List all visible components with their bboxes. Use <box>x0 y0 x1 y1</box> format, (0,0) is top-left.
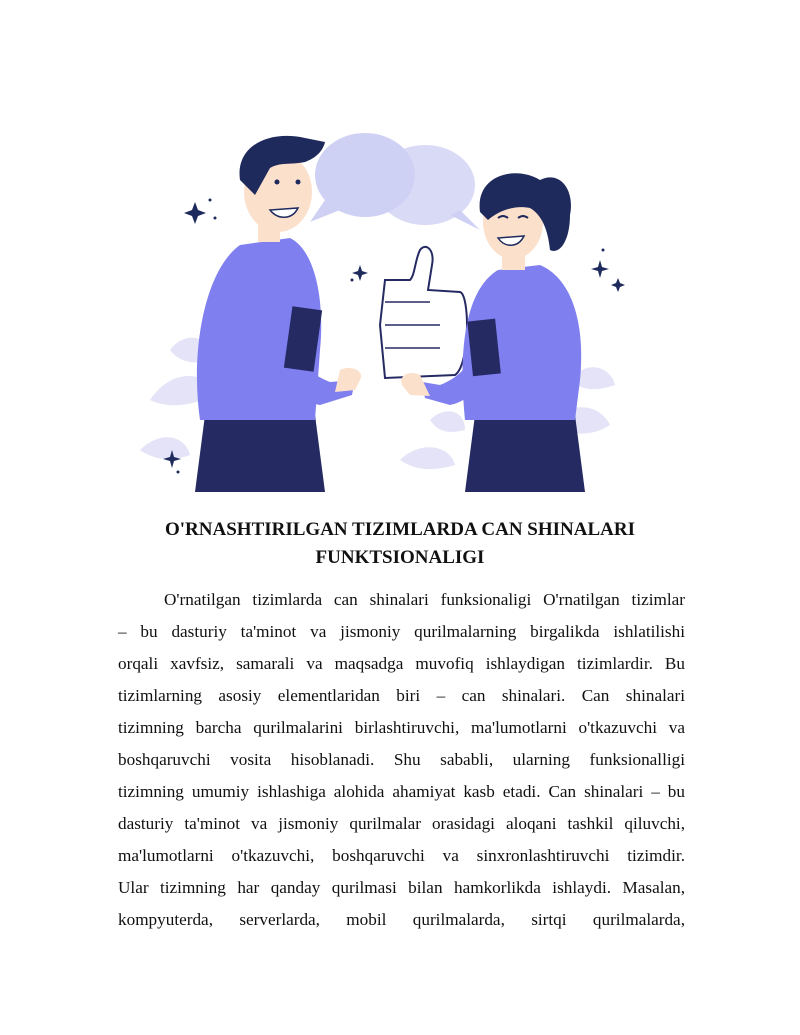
paragraph-line: – bu dasturiy ta'minot va jismoniy qurilmalarning birgalikda ishlatilishi <box>118 622 685 641</box>
paragraph-line: kompyuterda, serverlarda, mobil qurilmalarda, sirtqi qurilmalarda, <box>118 910 685 929</box>
paragraph-line: ma'lumotlarni o'tkazuvchi, boshqaruvchi va sinxronlashtiruvchi tizimdir. <box>118 846 685 865</box>
paragraph-line: tizimning umumiy ishlashiga alohida ahamiyat kasb etadi. Can shinalari – bu <box>118 782 685 801</box>
paragraph-line: tizimning barcha qurilmalarini birlashtiruvchi, ma'lumotlarni o'tkazuvchi va <box>118 718 685 737</box>
paragraph-line: dasturiy ta'minot va jismoniy qurilmalar orasidagi aloqani tashkil qiluvchi, <box>118 814 685 833</box>
paragraph-line: O'rnatilgan tizimlarda can shinalari funksionaligi O'rnatilgan tizimlar <box>164 590 685 609</box>
paragraph-line: tizimlarning asosiy elementlaridan biri – can shinalari. Can shinalari <box>118 686 685 705</box>
two-people-thumbs-up-icon <box>130 120 670 500</box>
title-line: FUNKTSIONALIGI <box>315 547 485 568</box>
document-title <box>110 516 690 572</box>
paragraph-line: boshqaruvchi vosita hisoblanadi. Shu sababli, ularning funksionalligi <box>118 750 685 769</box>
body-paragraph <box>118 584 685 936</box>
paragraph-line: orqali xavfsiz, samarali va maqsadga muvofiq ishlaydigan tizimlardir. Bu <box>118 654 685 673</box>
thumbs-up-icon <box>380 247 467 378</box>
title-line: O'RNASHTIRILGAN TIZIMLARDA CAN SHINALARI <box>165 519 635 540</box>
speech-bubble-icon <box>310 133 480 230</box>
paragraph-line: Ular tizimning har qanday qurilmasi bilan hamkorlikda ishlaydi. Masalan, <box>118 878 685 897</box>
